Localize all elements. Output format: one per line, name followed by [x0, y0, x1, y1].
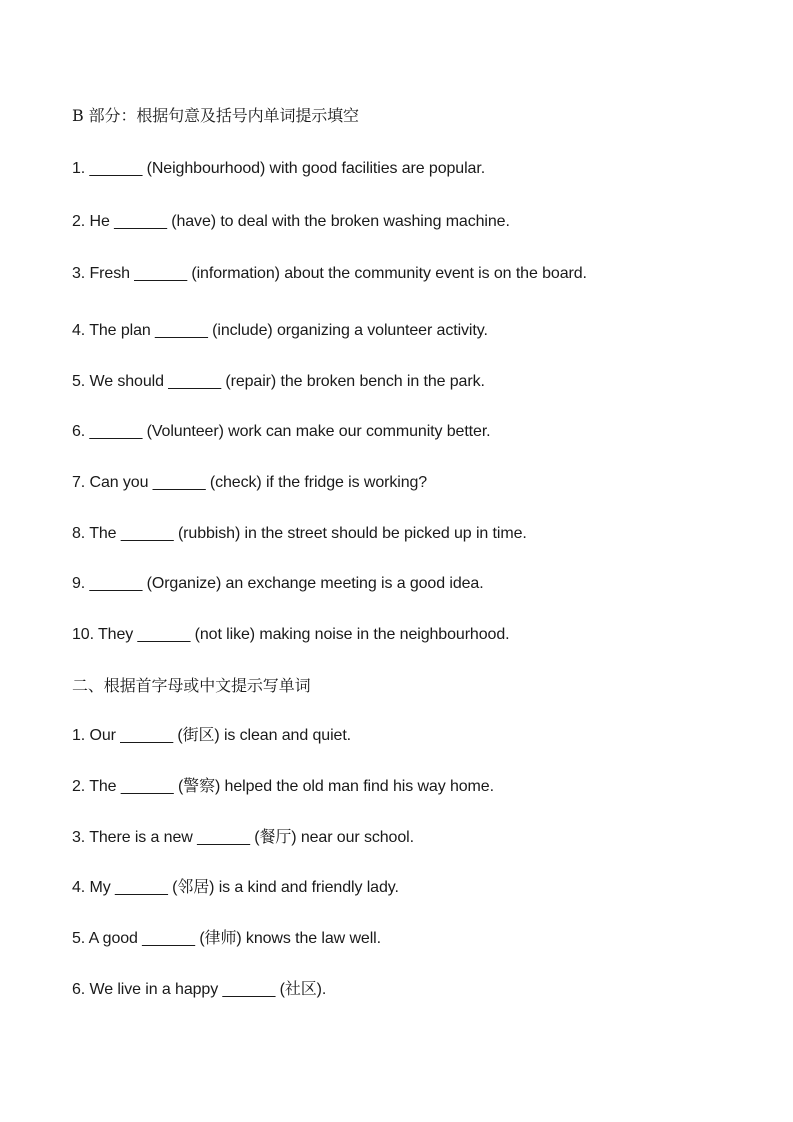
section-b-title: B 部分：根据句意及括号内单词提示填空 [72, 106, 359, 125]
exercise-2-6: 6. We live in a happy ______ (社区). [72, 981, 327, 998]
exercise-b-5: 5. We should ______ (repair) the broken bench in the park. [72, 373, 485, 390]
exercise-2-1: 1. Our ______ (街区) is clean and quiet. [72, 727, 352, 744]
exercise-2-4: 4. My ______ (邻居) is a kind and friendly lady. [72, 879, 399, 896]
exercise-b-9: 9. ______ (Organize) an exchange meeting is a good idea. [72, 575, 484, 592]
exercise-2-2: 2. The ______ (警察) helped the old man find his way home. [72, 778, 494, 795]
exercise-b-2: 2. He ______ (have) to deal with the broken washing machine. [72, 213, 510, 230]
section-2-title: 二、根据首字母或中文提示写单词 [72, 676, 311, 695]
exercise-b-6: 6. ______ (Volunteer) work can make our community better. [72, 423, 491, 440]
exercise-b-10: 10. They ______ (not like) making noise in the neighbourhood. [72, 626, 510, 643]
exercise-b-7: 7. Can you ______ (check) if the fridge is working? [72, 474, 428, 491]
exercise-b-3: 3. Fresh ______ (information) about the community event is on the board. [72, 265, 587, 282]
exercise-b-1: 1. ______ (Neighbourhood) with good facilities are popular. [72, 160, 486, 177]
exercise-b-8: 8. The ______ (rubbish) in the street should be picked up in time. [72, 525, 527, 542]
exercise-b-4: 4. The plan ______ (include) organizing a volunteer activity. [72, 322, 488, 339]
exercise-2-5: 5. A good ______ (律师) knows the law well. [72, 930, 381, 947]
exercise-2-3: 3. There is a new ______ (餐厅) near our school. [72, 829, 414, 846]
